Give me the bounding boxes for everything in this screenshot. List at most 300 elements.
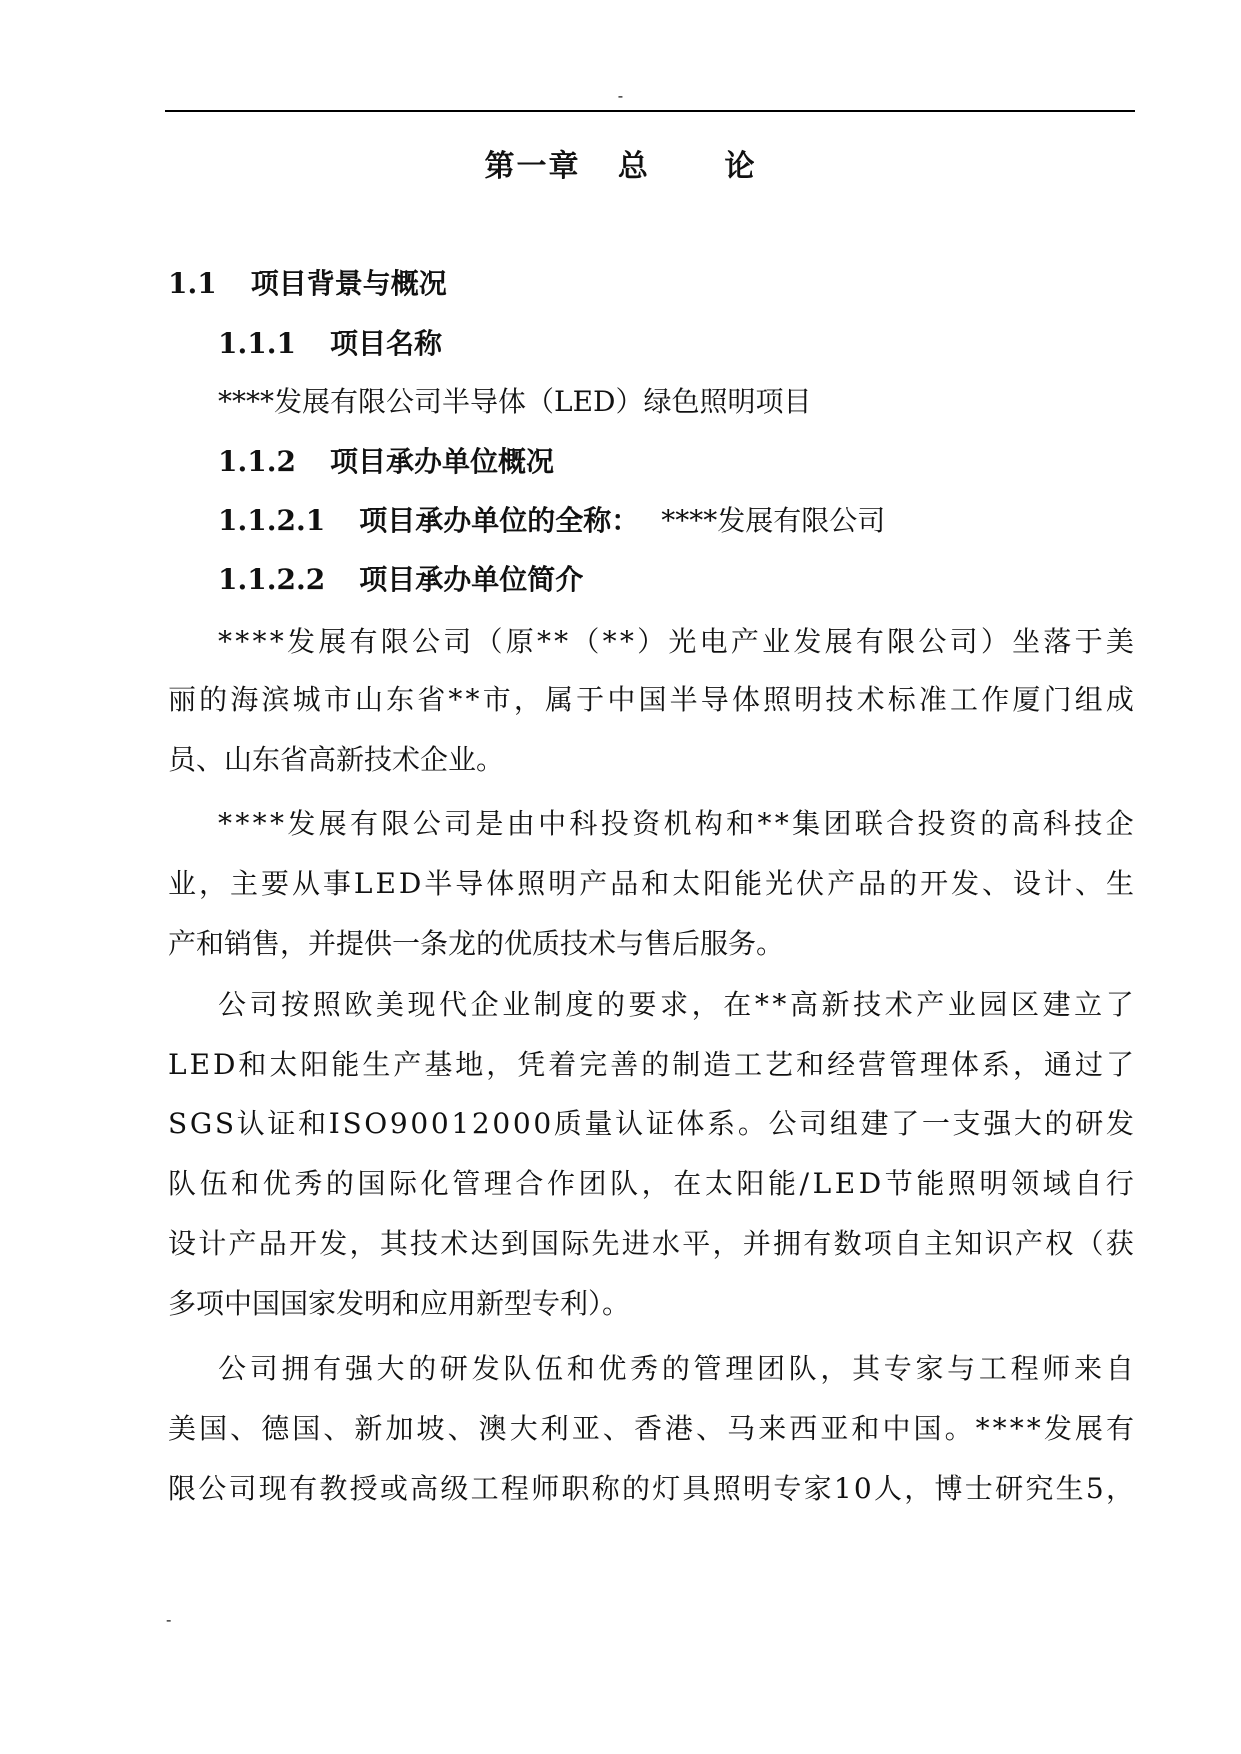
paragraph-text-char: 和	[851, 1412, 880, 1445]
paragraph-line: 产和销售，并提供一条龙的优质技术与售后服务。	[168, 927, 785, 960]
paragraph-text-char: 和	[796, 1048, 825, 1081]
section-heading-1-1-1	[218, 324, 442, 364]
paragraph-text-char: 技	[825, 683, 854, 716]
paragraph-text-char: 基	[424, 1048, 453, 1081]
paragraph-text-char: E	[189, 1048, 211, 1081]
paragraph-text-char: 工	[950, 683, 979, 716]
paragraph-text-char: 项	[863, 1227, 892, 1260]
paragraph-text-char: 1	[451, 1107, 470, 1140]
paragraph-text-char: 职	[561, 1472, 590, 1505]
paragraph-text-char: 体	[676, 1107, 705, 1140]
paragraph-text-char: 代	[439, 988, 468, 1021]
paragraph-text-char: 亚	[571, 1412, 600, 1445]
paragraph-text-char: 加	[385, 1412, 414, 1445]
paragraph-text-char: 落	[1043, 625, 1072, 658]
paragraph-text-char: 的	[661, 1352, 690, 1385]
paragraph-text-char: 能	[734, 867, 763, 900]
paragraph-text-char: ，	[1013, 1048, 1042, 1081]
paragraph-text-char: 东	[386, 683, 415, 716]
paragraph-text-char: 伏	[796, 867, 825, 900]
paragraph-text-char: 照	[947, 1167, 976, 1200]
paragraph-text-char: 际	[389, 1167, 418, 1200]
paragraph-text-char: 发	[1043, 1412, 1072, 1445]
paragraph-text-char: 明	[743, 1472, 772, 1505]
paragraph-text-char: 工	[978, 1352, 1007, 1385]
header-mark: -	[617, 86, 624, 105]
paragraph-text-char: 自	[1074, 1167, 1103, 1200]
organizer-full-name: ****发展有限公司	[661, 504, 886, 537]
paragraph-text-char: 发	[793, 625, 822, 658]
paragraph-text-char: ，	[1105, 1472, 1134, 1505]
paragraph-text-char: 成	[1105, 683, 1134, 716]
paragraph-text-char: 研	[1075, 1107, 1104, 1140]
paragraph-text-char: 现	[258, 1472, 287, 1505]
paragraph-text-char: 品	[858, 867, 887, 900]
paragraph-text-char: 丽	[168, 683, 197, 716]
paragraph-text-char: 和	[566, 1352, 595, 1385]
paragraph-text-char: 发	[1105, 1107, 1134, 1140]
paragraph-text-char: 投	[600, 807, 629, 840]
paragraph-text-char: 的	[199, 683, 228, 716]
paragraph-text-char: 合	[886, 807, 915, 840]
paragraph-text-char: 在	[673, 1167, 702, 1200]
paragraph-text-char: 、	[230, 1412, 259, 1445]
paragraph-text-char: 业	[168, 867, 197, 900]
paragraph-text-char: 中	[882, 1412, 911, 1445]
paragraph-text-char: （	[571, 625, 600, 658]
paragraph-text-char: I	[328, 1107, 340, 1140]
paragraph-line	[168, 680, 1134, 720]
paragraph-text-char: 求	[660, 988, 689, 1021]
paragraph-text-char: 标	[887, 683, 916, 716]
paragraph-text-char: 由	[506, 807, 535, 840]
paragraph-line	[168, 1409, 1134, 1449]
paragraph-text-char: 市	[482, 683, 511, 716]
paragraph-text-char: 的	[980, 807, 1009, 840]
paragraph-text-char: 企	[470, 988, 499, 1021]
paragraph-text-char: 在	[723, 988, 752, 1021]
paragraph-text-char: *	[536, 625, 551, 658]
paragraph-text-char: 司	[444, 807, 473, 840]
paragraph-text-char: *	[774, 807, 789, 840]
paragraph-text-char: 公	[198, 1472, 227, 1505]
paragraph-text-char: 证	[645, 1107, 674, 1140]
paragraph-text-char: （	[474, 625, 503, 658]
paragraph-text-char: ，	[641, 1167, 670, 1200]
paragraph-text-char: 优	[598, 1352, 627, 1385]
paragraph-text-char: 并	[742, 1227, 771, 1260]
paragraph-text-char: 、	[1074, 867, 1103, 900]
paragraph-text-char: 研	[439, 1352, 468, 1385]
paragraph-text-char: 伍	[535, 1352, 564, 1385]
paragraph-text-char: 科	[569, 807, 598, 840]
paragraph-text-char: 。	[944, 1412, 973, 1445]
paragraph-text-char: （	[1075, 1227, 1104, 1260]
paragraph-text-char: 化	[420, 1167, 449, 1200]
paragraph-text-char: 建	[860, 1107, 889, 1140]
paragraph-text-char: ）	[980, 625, 1009, 658]
paragraph-text-char: L	[812, 1167, 832, 1200]
paragraph-text-char: 术	[856, 683, 885, 716]
paragraph-text-char: 和	[726, 807, 755, 840]
paragraph-text-char: 技	[410, 1227, 439, 1260]
paragraph-text-char: 系	[982, 1048, 1011, 1081]
paragraph-text-char: 和	[238, 1048, 267, 1081]
paragraph-text-char: 有	[349, 625, 378, 658]
paragraph-text-char: 域	[1042, 1167, 1071, 1200]
paragraph-text-char: 计	[1044, 867, 1073, 900]
paragraph-text-char: ，	[904, 1472, 933, 1505]
paragraph-text-char: 新	[821, 988, 850, 1021]
paragraph-text-char: 团	[578, 1167, 607, 1200]
paragraph-text-char: L	[353, 867, 373, 900]
paragraph-text-char: 山	[354, 683, 383, 716]
paragraph-text-char: 有	[289, 1472, 318, 1505]
paragraph-text-char: 通	[1044, 1048, 1073, 1081]
paragraph-text-char: 导	[455, 867, 484, 900]
paragraph-text-char: 营	[858, 1048, 887, 1081]
section-heading-1-1-2-1	[218, 501, 885, 541]
paragraph-text-char: 构	[694, 807, 723, 840]
paragraph-text-char: 一	[921, 1107, 950, 1140]
paragraph-line	[218, 985, 1134, 1025]
section-heading-1-1-2	[218, 442, 554, 482]
paragraph-text-char: 产	[1015, 1227, 1044, 1260]
paragraph-text-char: 进	[621, 1227, 650, 1260]
paragraph-text-char: *	[252, 807, 267, 840]
paragraph-text-char: 半	[669, 683, 698, 716]
paragraph-text-char: 理	[725, 1352, 754, 1385]
paragraph-text-char: 限	[381, 807, 410, 840]
paragraph-text-char: 展	[824, 625, 853, 658]
paragraph-text-char: 生	[1055, 1472, 1084, 1505]
paragraph-text-char: 大	[376, 1352, 405, 1385]
paragraph-text-char: *	[235, 625, 250, 658]
paragraph-text-char: 照	[517, 867, 546, 900]
paragraph-text-char: 水	[652, 1227, 681, 1260]
paragraph-text-char: 导	[700, 683, 729, 716]
paragraph-text-char: *	[1009, 1412, 1024, 1445]
paragraph-text-char: /	[799, 1167, 809, 1200]
section-title: 项目背景与概况	[250, 267, 447, 300]
paragraph-text-char: 于	[1074, 625, 1103, 658]
paragraph-text-char: 灯	[652, 1472, 681, 1505]
paragraph-text-char: 明	[548, 867, 577, 900]
paragraph-text-char: *	[772, 988, 787, 1021]
paragraph-text-char: 过	[1074, 1048, 1103, 1081]
paragraph-text-char: 投	[917, 807, 946, 840]
paragraph-text-char: 作	[546, 1167, 575, 1200]
paragraph-text-char: 0	[410, 1107, 429, 1140]
paragraph-text-char: 产	[228, 1227, 257, 1260]
paragraph-text-char: 完	[579, 1048, 608, 1081]
paragraph-text-char: 团	[823, 807, 852, 840]
paragraph-text-char: 澳	[478, 1412, 507, 1445]
paragraph-text-char: 的	[408, 1352, 437, 1385]
paragraph-text-char: 科	[1042, 807, 1071, 840]
paragraph-text-char: 建	[1042, 988, 1071, 1021]
paragraph-line	[218, 622, 1134, 662]
paragraph-text-char: 公	[768, 1107, 797, 1140]
paragraph-text-char: 体	[486, 867, 515, 900]
paragraph-text-char: 产	[916, 988, 945, 1021]
paragraph-text-char: 新	[354, 1412, 383, 1445]
paragraph-text-char: 大	[509, 1412, 538, 1445]
paragraph-text-char: 行	[1105, 1167, 1134, 1200]
paragraph-text-char: 司	[799, 1107, 828, 1140]
paragraph-text-char: 伍	[199, 1167, 228, 1200]
paragraph-line	[168, 1469, 1134, 1509]
paragraph-text-char: S	[168, 1107, 188, 1140]
paragraph-text-char: G	[189, 1107, 213, 1140]
paragraph-text-char: 艺	[765, 1048, 794, 1081]
paragraph-text-char: 海	[230, 683, 259, 716]
paragraph-text-char: 有	[1105, 1412, 1134, 1445]
paragraph-text-char: 与	[947, 1352, 976, 1385]
paragraph-text-char: 生	[362, 1048, 391, 1081]
paragraph-text-char: *	[554, 625, 569, 658]
paragraph-text-char: 度	[565, 988, 594, 1021]
paragraph-text-char: 企	[1105, 807, 1134, 840]
paragraph-text-char: 能	[767, 1167, 796, 1200]
paragraph-text-char: 设	[1013, 867, 1042, 900]
paragraph-text-char: 中	[538, 807, 567, 840]
paragraph-text-char: 大	[1013, 1107, 1042, 1140]
paragraph-text-char: 理	[483, 1167, 512, 1200]
paragraph-text-char: 能	[916, 1167, 945, 1200]
paragraph-text-char: 师	[1042, 1352, 1071, 1385]
paragraph-text-char: 自	[1105, 1352, 1134, 1385]
paragraph-text-char: 平	[682, 1227, 711, 1260]
paragraph-text-char: 合	[515, 1167, 544, 1200]
paragraph-text-char: 集	[792, 807, 821, 840]
paragraph-text-char: ，	[820, 1352, 849, 1385]
paragraph-text-char: 产	[393, 1048, 422, 1081]
paragraph-text-char: 士	[964, 1472, 993, 1505]
paragraph-text-char: 队	[610, 1167, 639, 1200]
footer-mark: -	[166, 1610, 172, 1629]
paragraph-text-char: 司	[228, 1472, 257, 1505]
paragraph-text-char: 师	[531, 1472, 560, 1505]
paragraph-text-char: 美	[1105, 625, 1134, 658]
paragraph-text-char: 要	[260, 867, 289, 900]
paragraph-text-char: 强	[983, 1107, 1012, 1140]
paragraph-text-char: 品	[258, 1227, 287, 1260]
paragraph-text-char: 、	[447, 1412, 476, 1445]
paragraph-text-char: 利	[540, 1412, 569, 1445]
section-number: 1.1.2	[218, 445, 296, 478]
paragraph-text-char: 了	[1105, 1048, 1134, 1081]
paragraph-text-char: D	[858, 1167, 882, 1200]
paragraph-text-char: 太	[269, 1048, 298, 1081]
paragraph-text-char: 体	[731, 683, 760, 716]
paragraph-text-char: 公	[918, 625, 947, 658]
paragraph-text-char: 司	[249, 988, 278, 1021]
paragraph-text-char: 司	[443, 625, 472, 658]
paragraph-text-char: 省	[417, 683, 446, 716]
paragraph-text-char: 亚	[820, 1412, 849, 1445]
paragraph-text-char: 来	[758, 1412, 787, 1445]
paragraph-text-char: 高	[1011, 807, 1040, 840]
paragraph-text-char: 证	[267, 1107, 296, 1140]
paragraph-text-char: 专	[883, 1352, 912, 1385]
paragraph-text-char: 高	[410, 1472, 439, 1505]
paragraph-text-char: 限	[380, 625, 409, 658]
paragraph-text-char: S	[342, 1107, 362, 1140]
paragraph-text-char: 国	[292, 1412, 321, 1445]
paragraph-text-char: 发	[319, 1227, 348, 1260]
paragraph-text-char: 管	[693, 1352, 722, 1385]
paragraph-text-char: D	[398, 867, 422, 900]
paragraph-text-char: *	[602, 625, 617, 658]
paragraph-text-char: ，	[198, 867, 227, 900]
paragraph-text-char: 机	[663, 807, 692, 840]
paragraph-text-char: 国	[357, 1167, 386, 1200]
paragraph-text-char: 限	[168, 1472, 197, 1505]
paragraph-text-char: 权	[1045, 1227, 1074, 1260]
paragraph-text-char: 开	[289, 1227, 318, 1260]
paragraph-line: 员、山东省高新技术企业。	[168, 743, 505, 776]
paragraph-text-char: 博	[934, 1472, 963, 1505]
paragraph-text-char: 设	[168, 1227, 197, 1260]
paragraph-text-char: 教	[319, 1472, 348, 1505]
paragraph-text-char: 和	[231, 1167, 260, 1200]
paragraph-text-char: 或	[379, 1472, 408, 1505]
paragraph-text-char: 阳	[736, 1167, 765, 1200]
paragraph-text-char: 半	[424, 867, 453, 900]
paragraph-text-char: 际	[561, 1227, 590, 1260]
paragraph-text-char: 究	[1025, 1472, 1054, 1505]
paragraph-text-char: 秀	[630, 1352, 659, 1385]
paragraph-text-char: 主	[229, 867, 258, 900]
paragraph-text-char: 德	[261, 1412, 290, 1445]
paragraph-text-char: 展	[318, 625, 347, 658]
paragraph-text-char: 公	[218, 1352, 247, 1385]
paragraph-text-char: 制	[672, 1048, 701, 1081]
paragraph-text-char: 有	[313, 1352, 342, 1385]
paragraph-text-char: 计	[198, 1227, 227, 1260]
section-heading-1-1	[168, 264, 447, 304]
paragraph-text-char: 公	[411, 625, 440, 658]
paragraph-text-char: 级	[440, 1472, 469, 1505]
paragraph-text-char: 达	[470, 1227, 499, 1260]
paragraph-text-char: 原	[505, 625, 534, 658]
paragraph-text-char: 限	[887, 625, 916, 658]
paragraph-text-char: 程	[500, 1472, 529, 1505]
paragraph-text-char: 电	[699, 625, 728, 658]
paragraph-text-char: ，	[691, 988, 720, 1021]
paragraph-text-char: 美	[375, 988, 404, 1021]
paragraph-text-char: 先	[591, 1227, 620, 1260]
paragraph-line	[218, 804, 1134, 844]
paragraph-text-char: 属	[545, 683, 574, 716]
paragraph-text-char: 9	[389, 1107, 408, 1140]
paragraph-text-char: *	[269, 625, 284, 658]
paragraph-text-char: 1	[833, 1472, 852, 1505]
paragraph-text-char: *	[992, 1412, 1007, 1445]
paragraph-text-char: 要	[628, 988, 657, 1021]
paragraph-text-char: 拥	[773, 1227, 802, 1260]
paragraph-text-char: 称	[591, 1472, 620, 1505]
paragraph-text-char: *	[252, 625, 267, 658]
paragraph-text-char: 生	[1105, 867, 1134, 900]
paragraph-line	[168, 1164, 1134, 1204]
paragraph-text-char: 优	[262, 1167, 291, 1200]
paragraph-text-char: 体	[951, 1048, 980, 1081]
paragraph-text-char: 是	[475, 807, 504, 840]
paragraph-text-char: 中	[607, 683, 636, 716]
paragraph-text-char: 港	[665, 1412, 694, 1445]
paragraph-text-char: 事	[322, 867, 351, 900]
paragraph-text-char: 厦	[1012, 683, 1041, 716]
paragraph-text-char: 制	[533, 988, 562, 1021]
section-number: 1.1.2.1	[218, 504, 326, 537]
paragraph-text-char: ，	[712, 1227, 741, 1260]
paragraph-text-char: 高	[789, 988, 818, 1021]
paragraph-text-char: 阳	[300, 1048, 329, 1081]
paragraph-text-char: 国	[531, 1227, 560, 1260]
paragraph-text-char: 品	[610, 867, 639, 900]
paragraph-text-char: 园	[979, 988, 1008, 1021]
paragraph-text-char: *	[235, 807, 250, 840]
paragraph-text-char: 展	[318, 807, 347, 840]
paragraph-text-char: 组	[1074, 683, 1103, 716]
paragraph-text-char: 队	[503, 1352, 532, 1385]
paragraph-text-char: 司	[949, 625, 978, 658]
paragraph-text-char: 立	[1074, 988, 1103, 1021]
paragraph-text-char: D	[212, 1048, 236, 1081]
paragraph-text-char: 人	[874, 1472, 903, 1505]
paragraph-text-char: 开	[920, 867, 949, 900]
paragraph-text-char: 0	[533, 1107, 552, 1140]
paragraph-text-char: 有	[855, 625, 884, 658]
paragraph-text-char: 的	[325, 1167, 354, 1200]
paragraph-text-char: 程	[1010, 1352, 1039, 1385]
paragraph-text-char: 了	[891, 1107, 920, 1140]
paragraph-text-char: 0	[492, 1107, 511, 1140]
paragraph-text-char: 门	[1043, 683, 1072, 716]
paragraph-text-char: 支	[952, 1107, 981, 1140]
paragraph-text-char: *	[465, 683, 480, 716]
paragraph-text-char: 其	[379, 1227, 408, 1260]
paragraph-text-char: 管	[452, 1167, 481, 1200]
paragraph-text-char: ，	[349, 1227, 378, 1260]
paragraph-text-char: 、	[602, 1412, 631, 1445]
paragraph-text-char: 0	[853, 1472, 872, 1505]
paragraph-text-char: 坡	[416, 1412, 445, 1445]
paragraph-line	[218, 1349, 1134, 1389]
paragraph-text-char: 、	[982, 867, 1011, 900]
paragraph-text-char: 来	[1073, 1352, 1102, 1385]
paragraph-text-char: 于	[576, 683, 605, 716]
paragraph-text-char: 质	[553, 1107, 582, 1140]
paragraph-line	[168, 1224, 1134, 1264]
paragraph-text-char: 工	[470, 1472, 499, 1505]
paragraph-text-char: 国	[638, 683, 667, 716]
paragraph-text-char: 专	[773, 1472, 802, 1505]
header-rule	[165, 110, 1135, 112]
paragraph-text-char: 、	[696, 1412, 725, 1445]
paragraph-text-char: 的	[641, 1048, 670, 1081]
paragraph-text-char: 获	[1105, 1227, 1134, 1260]
paragraph-line	[168, 1104, 1134, 1144]
paragraph-text-char: 理	[920, 1048, 949, 1081]
paragraph-text-char: 美	[168, 1412, 197, 1445]
paragraph-text-char: *	[757, 807, 772, 840]
paragraph-text-char: 坐	[1012, 625, 1041, 658]
paragraph-text-char: 有	[803, 1227, 832, 1260]
paragraph-text-char: 资	[632, 807, 661, 840]
